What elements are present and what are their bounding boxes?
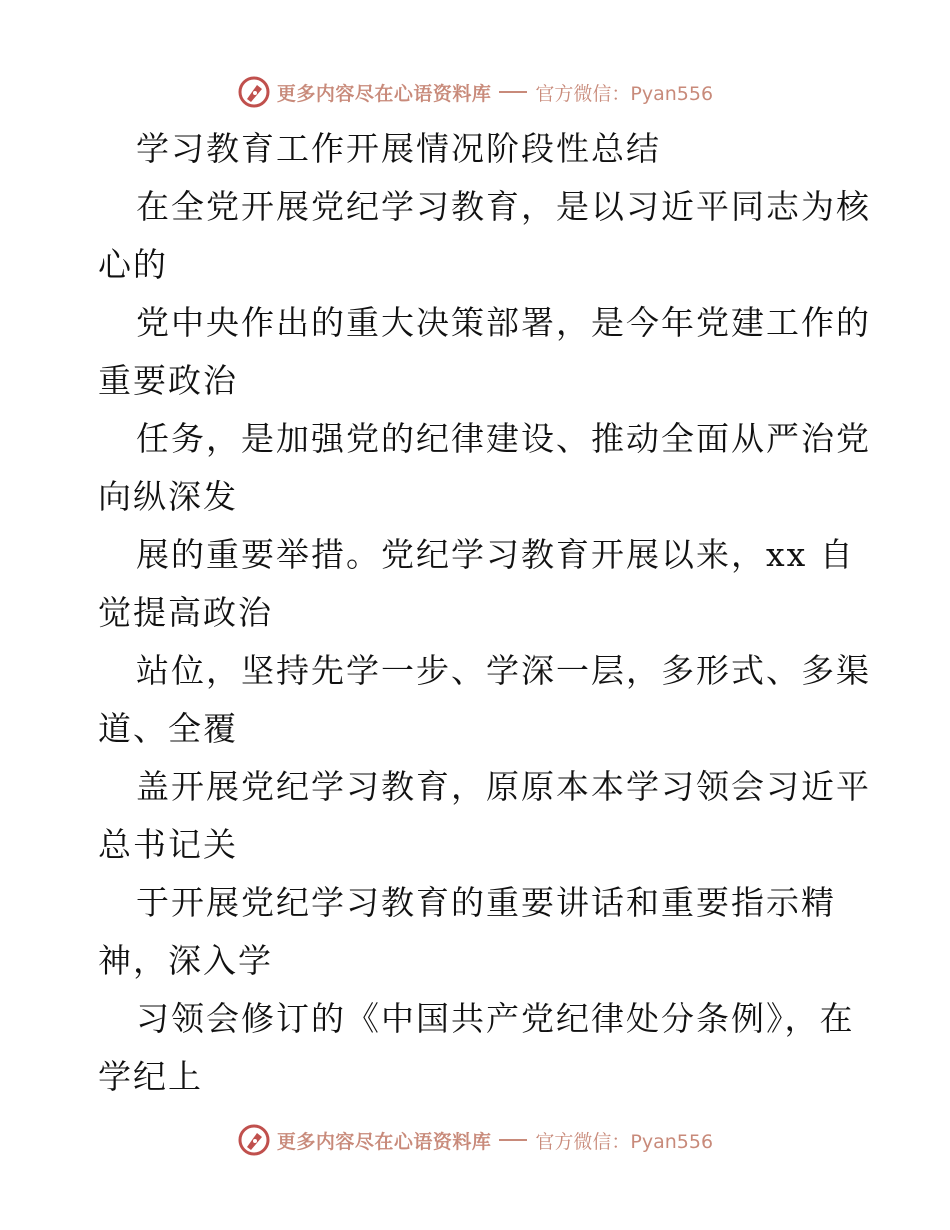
- document-line: 心的: [98, 245, 168, 284]
- document-title: 学习教育工作开展情况阶段性总结: [136, 129, 661, 168]
- document-line: 站位，坚持先学一步、学深一层，多形式、多渠: [136, 651, 871, 690]
- header-banner-text: 更多内容尽在心语资料库: [276, 82, 492, 105]
- footer-banner-separator: [499, 1139, 527, 1141]
- document-line: 任务，是加强党的纪律建设、推动全面从严治党: [136, 419, 871, 458]
- header-wechat-text: 官方微信：Pyan556: [535, 82, 714, 105]
- document-line: 向纵深发: [98, 477, 238, 516]
- document-line: 在全党开展党纪学习教育，是以习近平同志为核: [136, 187, 871, 226]
- document-line: 习领会修订的《中国共产党纪律处分条例》，在: [136, 999, 855, 1038]
- footer-wechat-text: 官方微信：Pyan556: [535, 1130, 714, 1153]
- document-body: [98, 120, 871, 1106]
- document-line: 神，深入学: [98, 941, 273, 980]
- document-line: 展的重要举措。党纪学习教育开展以来，xx 自: [136, 535, 855, 574]
- header-banner: [0, 72, 950, 112]
- document-line: 总书记关: [98, 825, 238, 864]
- pen-nib-logo-icon: [237, 75, 271, 109]
- document-line: 盖开展党纪学习教育，原原本本学习领会习近平: [136, 767, 871, 806]
- pen-nib-logo-icon: [237, 1123, 271, 1157]
- document-line: 党中央作出的重大决策部署，是今年党建工作的: [136, 303, 871, 342]
- document-line: 学纪上: [98, 1057, 203, 1096]
- header-banner-separator: [499, 91, 527, 93]
- document-line: 重要政治: [98, 361, 238, 400]
- footer-banner: [0, 1120, 950, 1160]
- document-line: 觉提高政治: [98, 593, 273, 632]
- document-line: 于开展党纪学习教育的重要讲话和重要指示精: [136, 883, 836, 922]
- footer-banner-text: 更多内容尽在心语资料库: [276, 1130, 492, 1153]
- document-line: 道、全覆: [98, 709, 238, 748]
